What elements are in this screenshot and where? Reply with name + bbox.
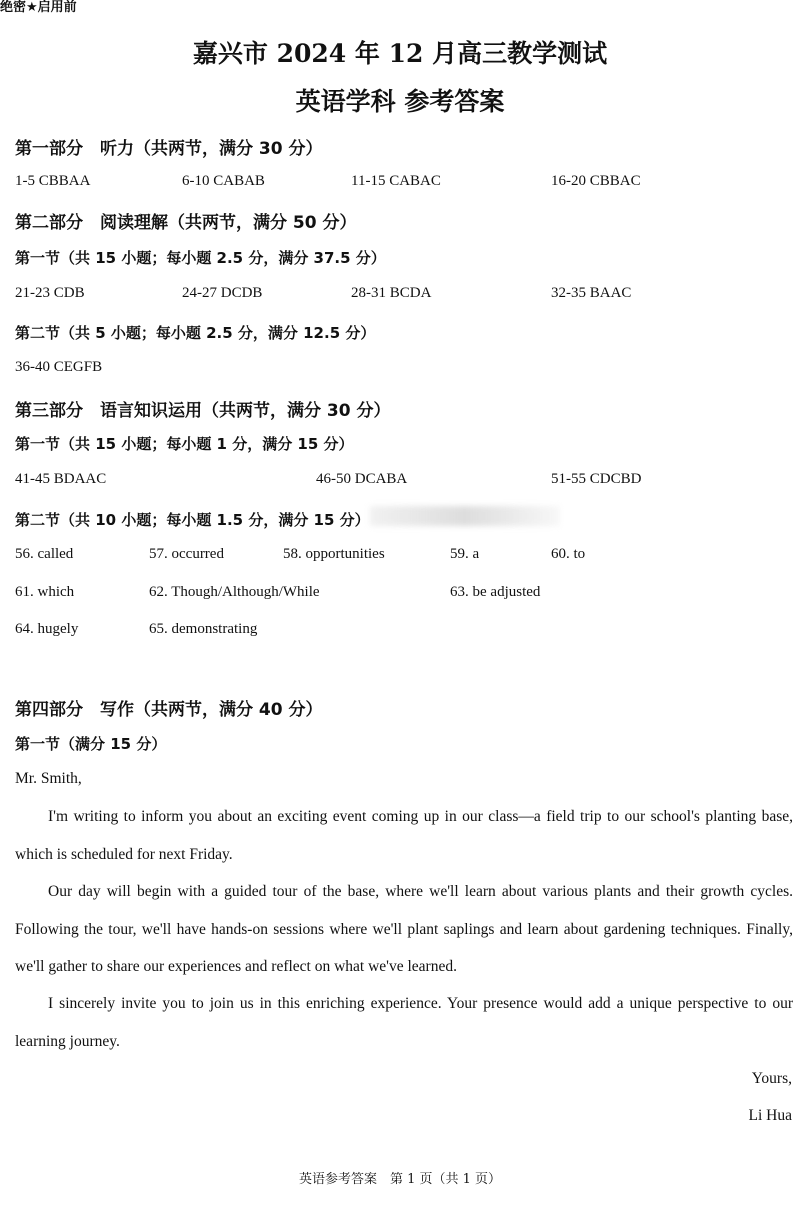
- answer-group: 41-45 BDAAC: [15, 471, 107, 487]
- blank-answer: 57. occurred: [149, 546, 224, 562]
- page-title: 嘉兴市 2024 年 12 月高三教学测试: [192, 39, 608, 68]
- page-footer: 英语参考答案 第 1 页（共 1 页）: [298, 1172, 502, 1187]
- part1-heading: 第一部分 听力（共两节，满分 30 分）: [15, 139, 323, 159]
- blank-answer: 59. a: [450, 546, 480, 562]
- letter-signature: Li Hua: [748, 1107, 792, 1124]
- scan-smudge: [370, 506, 560, 526]
- part2-heading: 第二部分 阅读理解（共两节，满分 50 分）: [15, 213, 357, 233]
- answer-group: 32-35 BAAC: [551, 285, 632, 301]
- blank-answer: 64. hugely: [15, 621, 79, 637]
- part4-heading: 第四部分 写作（共两节，满分 40 分）: [15, 700, 323, 720]
- letter-salutation: Mr. Smith,: [15, 770, 82, 787]
- blank-answer: 65. demonstrating: [149, 621, 258, 637]
- answer-group: 24-27 DCDB: [182, 285, 263, 301]
- answer-group: 1-5 CBBAA: [15, 173, 91, 189]
- answer-group: 36-40 CEGFB: [15, 359, 103, 375]
- blank-answer: 62. Though/Although/While: [149, 584, 320, 600]
- confidential-label: 绝密★启用前: [0, 0, 77, 15]
- answer-group: 21-23 CDB: [15, 285, 85, 301]
- answer-group: 51-55 CDCBD: [551, 471, 642, 487]
- letter-paragraph: I'm writing to inform you about an exciting event coming up in our class—a field trip to our school's planting base, which is scheduled for next Friday.: [15, 808, 793, 863]
- part2-section2-heading: 第二节（共 5 小题；每小题 2.5 分，满分 12.5 分）: [15, 324, 376, 342]
- answer-group: 6-10 CABAB: [182, 173, 265, 189]
- part3-heading: 第三部分 语言知识运用（共两节，满分 30 分）: [15, 401, 391, 421]
- answer-group: 16-20 CBBAC: [551, 173, 641, 189]
- letter-closing: Yours,: [751, 1070, 792, 1087]
- blank-answer: 60. to: [551, 546, 586, 562]
- letter-paragraph: Our day will begin with a guided tour of the base, where we'll learn about various plants and their growth cycles. Following the tour, we'll have hands-on sessions where we'll plant saplings and learn about gardening techniques. Finally, we'll gather to share our experiences and reflect on what we've learned.: [15, 883, 793, 975]
- answer-group: 28-31 BCDA: [351, 285, 432, 301]
- letter-paragraph: I sincerely invite you to join us in this enriching experience. Your presence would add a unique perspective to our learning journey.: [15, 995, 793, 1050]
- page-subtitle: 英语学科 参考答案: [295, 87, 505, 116]
- answer-group: 46-50 DCABA: [316, 471, 408, 487]
- blank-answer: 61. which: [15, 584, 75, 600]
- part2-section1-heading: 第一节（共 15 小题；每小题 2.5 分，满分 37.5 分）: [15, 249, 386, 267]
- blank-answer: 63. be adjusted: [450, 584, 541, 600]
- blank-answer: 58. opportunities: [283, 546, 385, 562]
- part4-section1-heading: 第一节（满分 15 分）: [15, 735, 167, 753]
- part3-section1-heading: 第一节（共 15 小题；每小题 1 分，满分 15 分）: [15, 435, 354, 453]
- part3-section2-heading: 第二节（共 10 小题；每小题 1.5 分，满分 15 分）: [15, 511, 370, 529]
- blank-answer: 56. called: [15, 546, 74, 562]
- answer-group: 11-15 CABAC: [351, 173, 441, 189]
